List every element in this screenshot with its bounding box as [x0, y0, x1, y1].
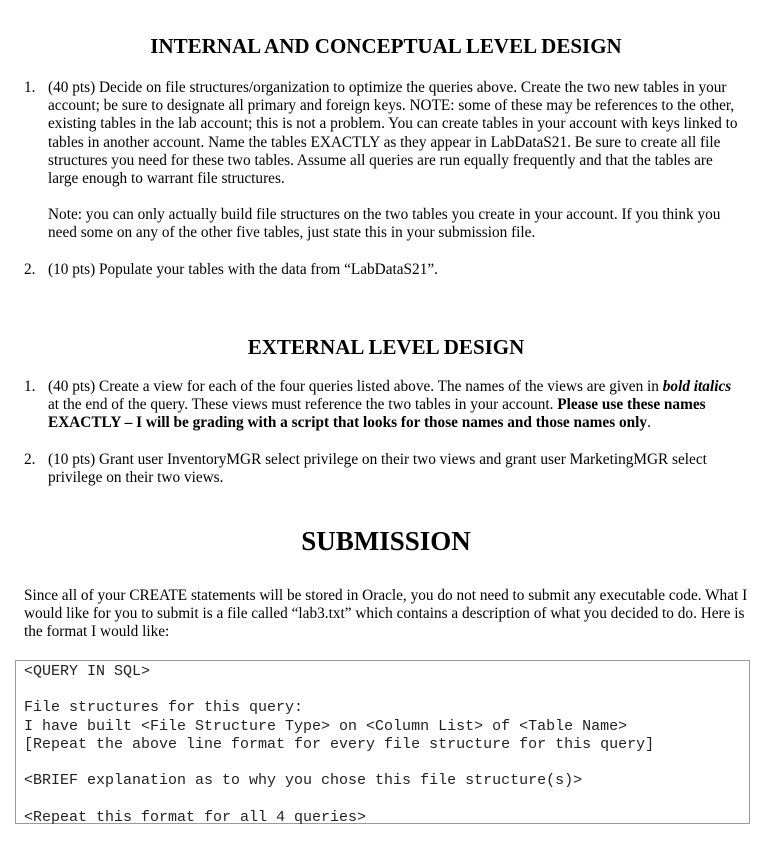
submission-format-box — [15, 660, 750, 824]
submission-section-title: SUBMISSION — [301, 526, 471, 556]
external-item-1-text — [48, 378, 744, 433]
internal-section-title: INTERNAL AND CONCEPTUAL LEVEL DESIGN — [150, 34, 622, 58]
internal-item-1-note: Note: you can only actually build file structures on the two tables you create in your account. If you think you need some on any of the other five tables, just state this in your submission file. — [48, 206, 721, 242]
internal-item-2-text: (10 pts) Populate your tables with the data from “LabDataS21”. — [48, 260, 438, 278]
internal-item-1 — [24, 79, 744, 243]
external-item-1-text-before: (40 pts) Create a view for each of the four queries listed above. The names of the views are given in — [48, 378, 663, 395]
format-line — [24, 754, 741, 772]
format-line — [24, 790, 741, 808]
exact-names-warning: Please use these names EXACTLY – I will be grading with a script that looks for those names and those names only — [48, 396, 706, 432]
format-line: I have built <File Structure Type> on <Column List> of <Table Name> — [24, 717, 628, 735]
external-item-2-text: (10 pts) Grant user InventoryMGR select privilege on their two views and grant user MarketingMGR select privilege on their two views. — [48, 450, 707, 486]
list-number: 2. — [24, 450, 36, 468]
list-number: 1. — [24, 378, 36, 395]
external-requirements-list — [24, 378, 744, 487]
external-item-1 — [24, 378, 744, 433]
list-number: 1. — [24, 79, 36, 96]
format-line: [Repeat the above line format for every file structure for this query] — [24, 735, 655, 753]
submission-intro-paragraph: Since all of your CREATE statements will be stored in Oracle, you do not need to submit any executable code. What I would like for you to submit is a file called “lab3.txt” which contains a description of what you decided to do. Here is the format I would like: — [24, 587, 748, 641]
format-line — [24, 681, 741, 699]
format-line: <BRIEF explanation as to why you chose this file structure(s)> — [24, 772, 583, 790]
bold-italics-phrase: bold italics — [662, 378, 732, 395]
external-section-title: EXTERNAL LEVEL DESIGN — [247, 335, 525, 359]
external-item-1-text-after: . — [647, 414, 651, 432]
internal-item-2 — [24, 261, 744, 279]
internal-item-1-text: (40 pts) Decide on file structures/organization to optimize the queries above. Create the two new tables in your account; be sure to designate all primary and foreign keys. NOTE: some of these may be references to the other, existing tables in the lab account; this is not a problem. You can create tables in your account with keys linked to tables in another account. Name the tables EXACTLY as they appear in LabDataS21. Be sure to create all file structures you need for these two tables. Assume all queries are run equally frequently and that the tables are large enough to warrant file structures. — [48, 79, 738, 188]
external-item-1-text-middle: at the end of the query. These views must reference the two tables in your account. — [48, 396, 558, 414]
format-line: <QUERY IN SQL> — [24, 663, 151, 680]
external-item-2 — [24, 451, 744, 487]
format-line: <Repeat this format for all 4 queries> — [24, 808, 367, 826]
list-number: 2. — [24, 260, 36, 278]
format-line: File structures for this query: — [24, 699, 304, 717]
internal-requirements-list — [24, 79, 744, 279]
